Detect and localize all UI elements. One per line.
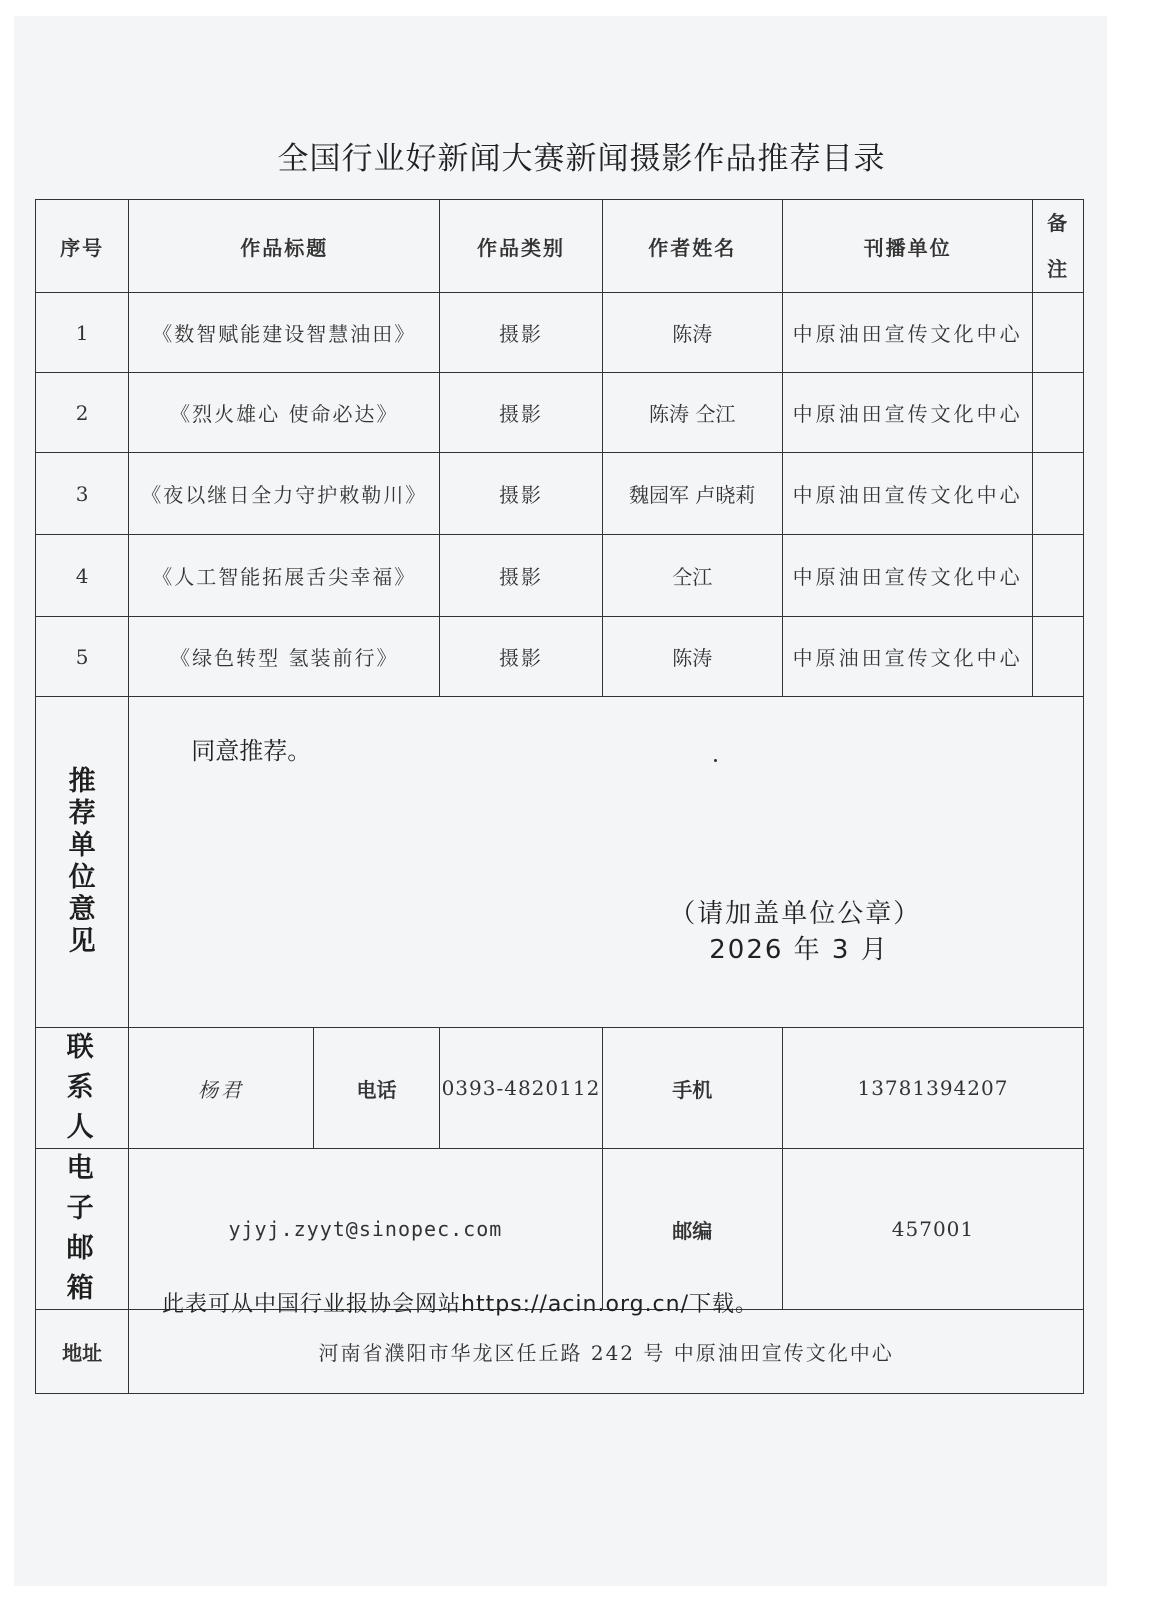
opinion-label: 推荐单位意见 [68,766,96,957]
row-publisher: 中原油田宣传文化中心 [782,617,1032,697]
opinion-label-cell [36,697,129,1028]
row-author: 仝江 [602,535,782,617]
footer-note: 此表可从中国行业报协会网站https://acin.org.cn/下载。 [162,1292,759,1317]
contact-person: 杨君 [129,1028,313,1149]
row-work-title: 《数智赋能建设智慧油田》 [129,293,440,373]
table-row [36,453,1084,535]
email-label: 电子邮箱 [66,1153,98,1304]
row-index: 1 [36,293,129,373]
header-index: 序号 [36,200,129,293]
mobile-label: 手机 [602,1028,782,1149]
row-category: 摄影 [440,617,602,697]
header-author: 作者姓名 [602,200,782,293]
row-work-title: 《夜以继日全力守护敕勒川》 [129,453,440,535]
row-author: 陈涛 [602,293,782,373]
row-category: 摄影 [440,373,602,453]
address-value: 河南省濮阳市华龙区任丘路 242 号 中原油田宣传文化中心 [129,1310,1084,1394]
table-header-row [36,200,1084,293]
header-category: 作品类别 [440,200,602,293]
row-remarks [1033,293,1084,373]
header-remarks-text: 备注 [1047,211,1070,281]
opinion-row [36,697,1084,1028]
row-index: 3 [36,453,129,535]
address-row [36,1310,1084,1394]
row-remarks [1033,535,1084,617]
phone-label: 电话 [313,1028,440,1149]
table-row [36,293,1084,373]
row-publisher: 中原油田宣传文化中心 [782,373,1032,453]
table-row [36,373,1084,453]
row-category: 摄影 [440,453,602,535]
contact-row [36,1028,1084,1149]
seal-note: （请加盖单位公章） [669,899,922,929]
email-label-cell [36,1149,129,1310]
recommendation-table [35,199,1084,1394]
postcode-value: 457001 [782,1149,1083,1310]
row-author: 陈涛 [602,617,782,697]
email-row [36,1149,1084,1310]
row-index: 5 [36,617,129,697]
header-remarks [1033,200,1084,293]
header-work-title: 作品标题 [129,200,440,293]
address-label: 地址 [36,1310,129,1394]
row-work-title: 《烈火雄心 使命必达》 [129,373,440,453]
contact-person-label-cell [36,1028,129,1149]
mobile-value: 13781394207 [782,1028,1083,1149]
row-index: 2 [36,373,129,453]
postcode-label: 邮编 [602,1149,782,1310]
header-publisher: 刊播单位 [782,200,1032,293]
row-category: 摄影 [440,535,602,617]
document-title: 全国行业好新闻大赛新闻摄影作品推荐目录 [277,141,886,177]
table-row [36,617,1084,697]
row-work-title: 《人工智能拓展舌尖幸福》 [129,535,440,617]
row-publisher: 中原油田宣传文化中心 [782,453,1032,535]
email-value: yjyj.zyyt@sinopec.com [129,1149,602,1310]
row-author: 陈涛 仝江 [602,373,782,453]
ink-speck [714,759,717,762]
row-publisher: 中原油田宣传文化中心 [782,535,1032,617]
row-category: 摄影 [440,293,602,373]
row-remarks [1033,373,1084,453]
row-remarks [1033,617,1084,697]
contact-person-label: 联系人 [66,1032,98,1143]
table-row [36,535,1084,617]
row-author: 魏园军 卢晓莉 [602,453,782,535]
phone-value: 0393-4820112 [440,1028,602,1149]
row-remarks [1033,453,1084,535]
row-publisher: 中原油田宣传文化中心 [782,293,1032,373]
row-work-title: 《绿色转型 氢装前行》 [129,617,440,697]
row-index: 4 [36,535,129,617]
opinion-text: 同意推荐。 [191,737,312,765]
opinion-cell [129,697,1084,1028]
seal-date: 2026 年 3 月 [709,935,889,965]
